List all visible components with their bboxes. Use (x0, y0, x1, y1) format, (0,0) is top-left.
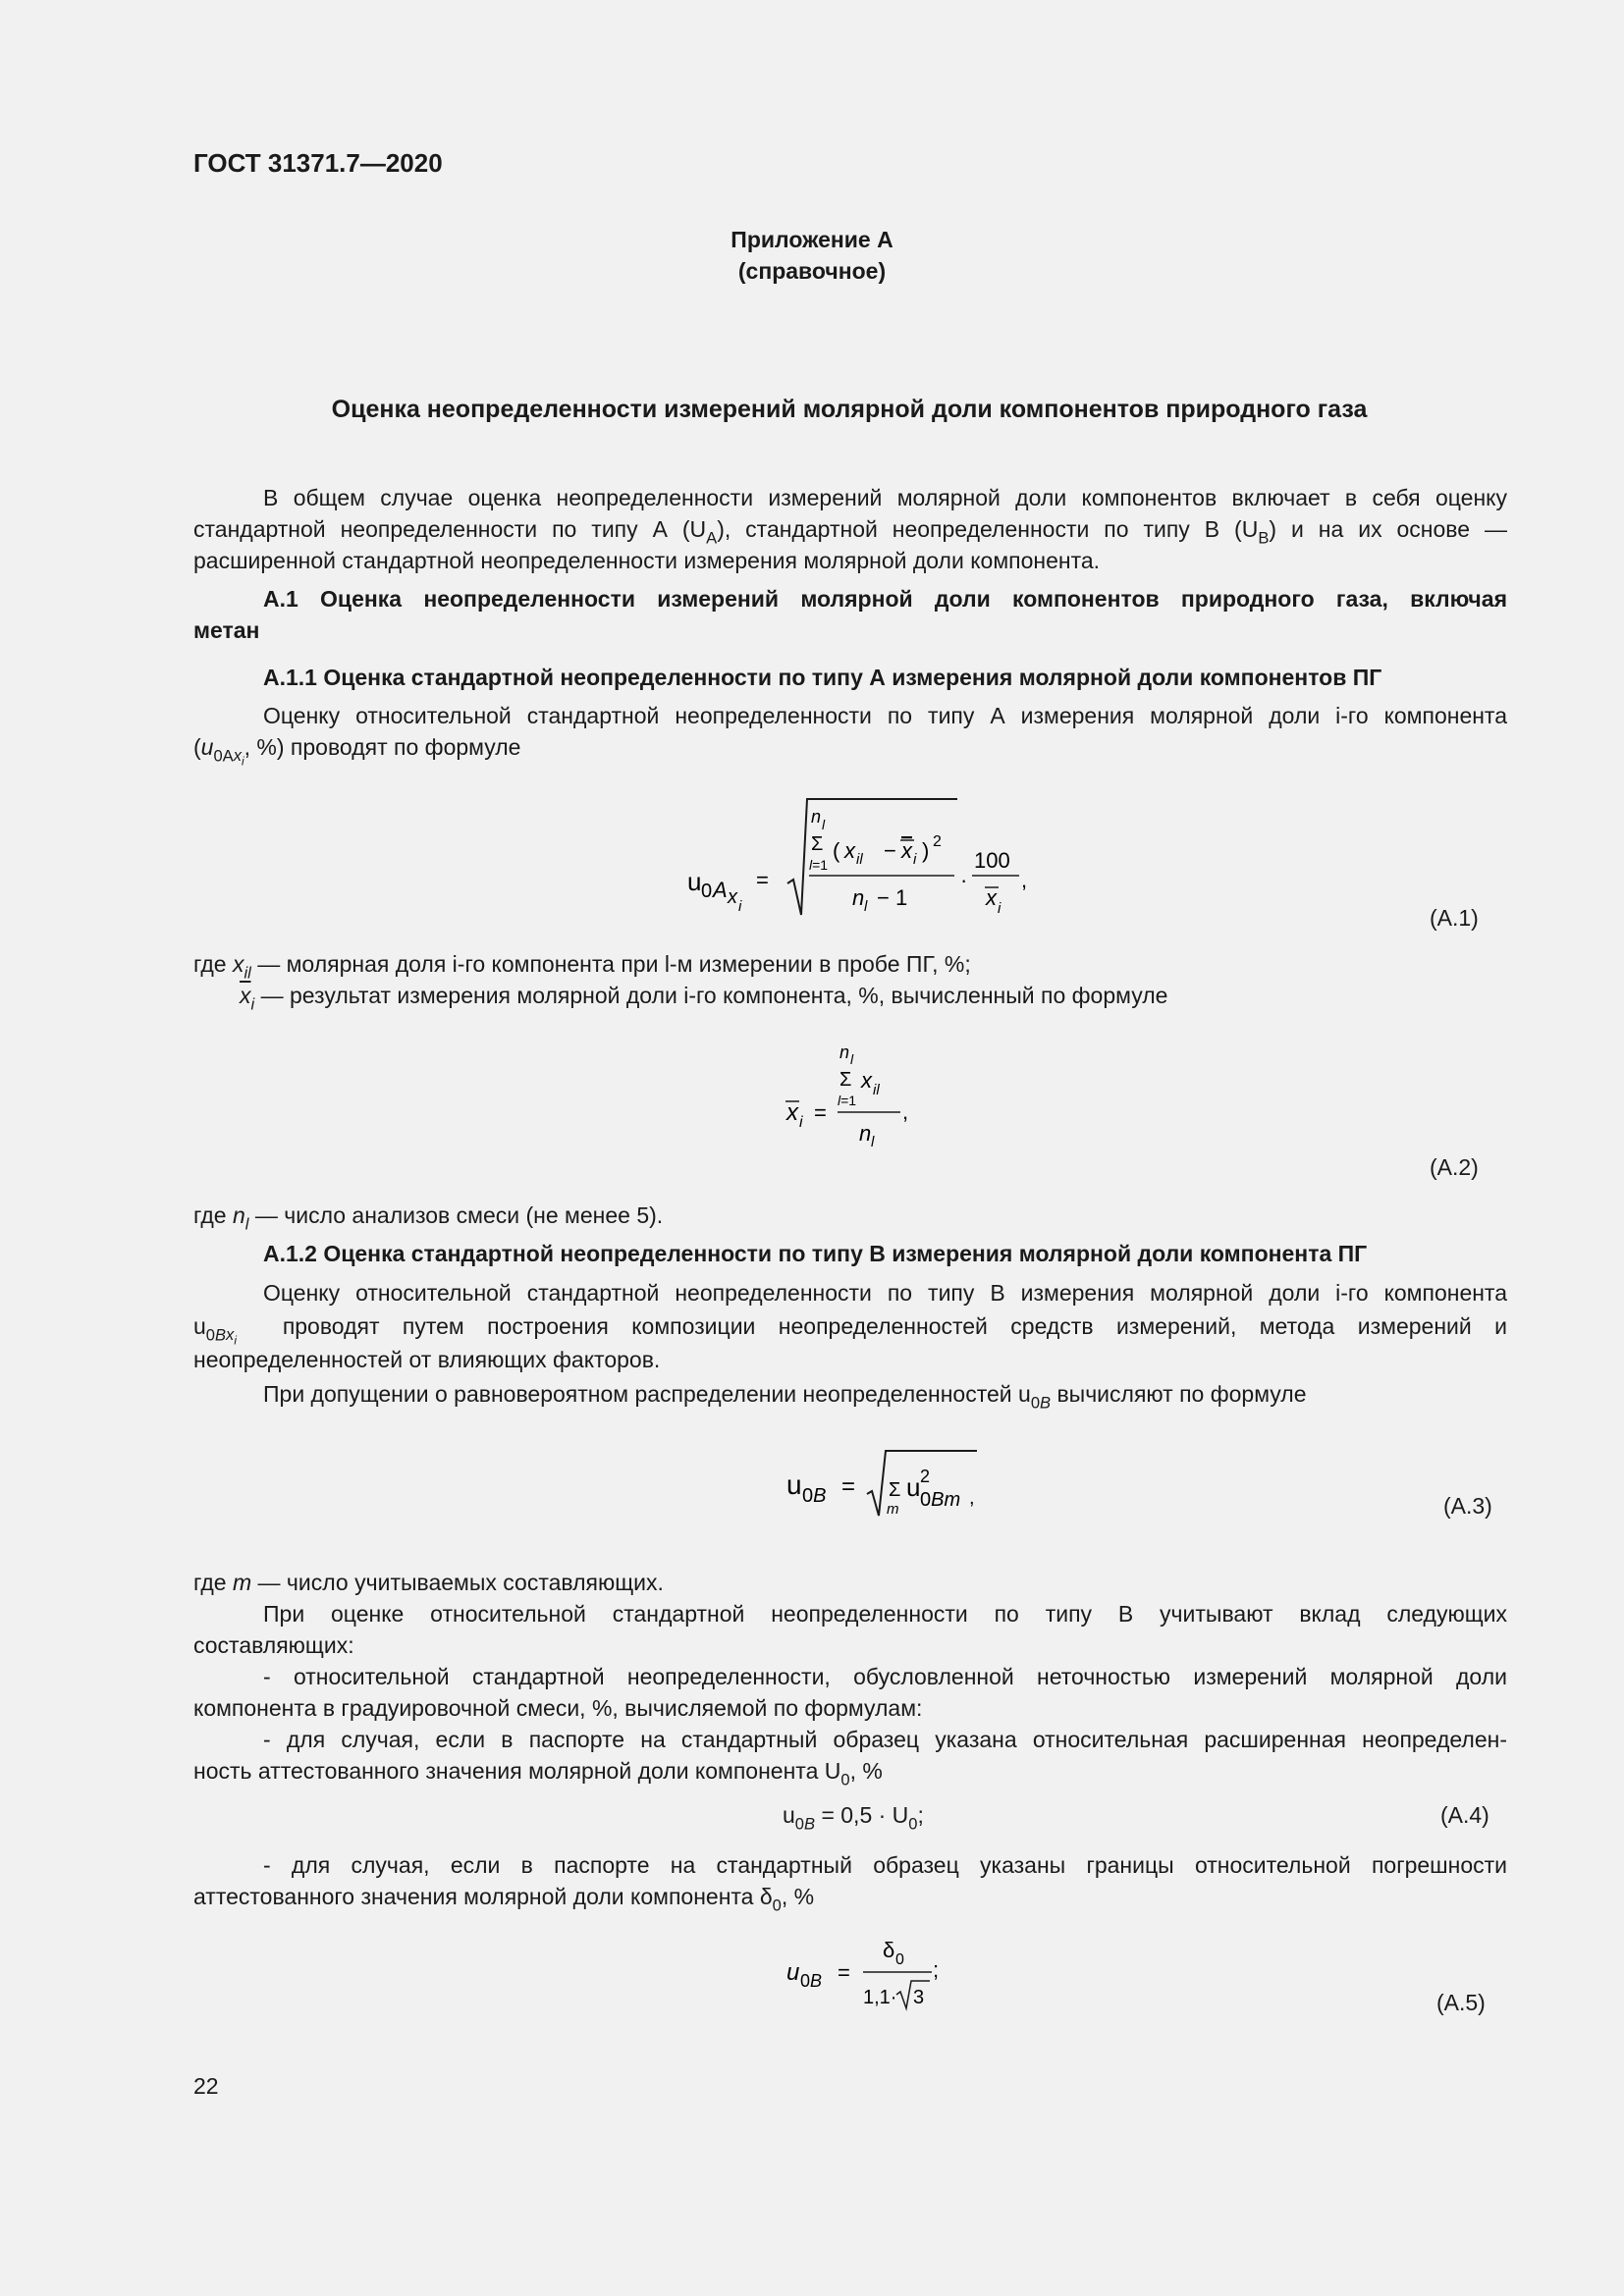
where-xi-bar: $\overline{x}_i$ — результат измерения молярной доли i-го компонента, %, вычисленный по формуле (240, 983, 1168, 1014)
paragraph-line: - относительной стандартной неопределенности, обусловленной неточностью измерений молярной доли (263, 1664, 1507, 1689)
svg-text:2: 2 (920, 1467, 931, 1486)
svg-text:l: l (822, 817, 826, 832)
svg-text:l: l (850, 1051, 854, 1067)
svg-text:x: x (986, 885, 997, 910)
formula-a1 (677, 785, 1051, 933)
svg-text:n: n (852, 885, 865, 910)
appendix-subtitle: (справочное) (737, 258, 887, 284)
svg-text:u: u (786, 1959, 800, 1986)
svg-text:x: x (861, 1068, 872, 1093)
paragraph-line: - для случая, если в паспорте на стандартный образец указаны границы относительной погрешности (263, 1852, 1507, 1878)
equation-number: (А.5) (1436, 1990, 1486, 2015)
svg-text:=: = (838, 1960, 850, 1985)
svg-text:0: 0 (895, 1951, 904, 1968)
formula-a2 (781, 1039, 947, 1156)
a11-paragraph-line: ($u_{0Ax_i}$, %) проводят по формуле (193, 734, 521, 769)
svg-text:− 1: − 1 (877, 885, 908, 910)
svg-text:l=1: l=1 (809, 857, 829, 873)
where-xil: где $x_{il}$ — молярная доля i-го компонента при l-м измерении в пробе ПГ, %; (193, 951, 971, 983)
equation-number: (А.4) (1440, 1802, 1489, 1828)
where-text: — молярная доля i-го компонента при l-м измерении в пробе ПГ, %; (250, 951, 971, 977)
svg-text:0B: 0B (802, 1485, 827, 1507)
intro-text: стандартной неопределенности по типу А (U (193, 516, 707, 542)
svg-text:(: ( (833, 838, 840, 863)
a11-paragraph-text: , %) проводят по формуле (244, 734, 521, 760)
where-text: — число анализов смеси (не менее 5). (248, 1202, 664, 1228)
equation-number: (А.1) (1430, 905, 1479, 931)
svg-text:A: A (713, 878, 728, 902)
svg-text:x: x (901, 838, 912, 863)
a1-heading-line: метан (193, 617, 260, 643)
svg-text:u: u (786, 1469, 802, 1500)
where-prefix: где (193, 1570, 227, 1595)
a1-heading-line: А.1 Оценка неопределенности измерений молярной доли компонентов природного газа, включая (263, 586, 1507, 612)
a12-paragraph-text: проводят путем построения композиции неопределенностей средств измерений, метода измерений и (282, 1313, 1507, 1339)
where-nl: где $n_l$ — число анализов смеси (не менее 5). (193, 1202, 664, 1234)
svg-text:;: ; (933, 1957, 940, 1982)
paragraph-line: составляющих: (193, 1632, 354, 1658)
formula-a4: $u_{0B} = 0,5 \cdot U_0$; (783, 1802, 924, 1834)
svg-text:i: i (998, 900, 1001, 917)
svg-text:,: , (969, 1487, 975, 1509)
formula-a4-expr: = 0,5 · U (821, 1802, 909, 1828)
where-text: — результат измерения молярной доли i-го компонента, %, вычисленный по формуле (254, 983, 1168, 1008)
formula-a5 (781, 1930, 957, 2018)
svg-text:n: n (839, 1042, 850, 1062)
svg-text:x: x (728, 886, 737, 908)
svg-text:): ) (922, 838, 930, 863)
svg-text:l=1: l=1 (838, 1093, 857, 1108)
a12-paragraph-text: При допущении о равновероятном распределении неопределенностей u (263, 1381, 1031, 1407)
appendix-title: Приложение А (731, 227, 893, 252)
svg-text:m: m (887, 1501, 899, 1518)
paragraph-text: аттестованного значения молярной доли компонента δ (193, 1884, 773, 1909)
svg-text:l: l (871, 1134, 875, 1150)
svg-text:,: , (902, 1099, 909, 1124)
svg-text:0Bm: 0Bm (920, 1489, 961, 1511)
equation-number: (А.2) (1430, 1154, 1479, 1180)
svg-text:δ: δ (883, 1938, 895, 1962)
intro-line (193, 513, 1508, 548)
svg-text:100: 100 (974, 848, 1010, 873)
svg-text:0B: 0B (800, 1971, 823, 1991)
a11-paragraph (193, 700, 1507, 769)
svg-text:=: = (841, 1473, 856, 1500)
svg-text:i: i (913, 851, 917, 868)
svg-text:x: x (844, 838, 855, 863)
a12-paragraph-2: При допущении о равновероятном распределении неопределенностей $u_{0B}$ вычисляют по формуле (263, 1381, 1307, 1413)
intro-text: ) и на их основе — (1269, 516, 1508, 542)
paragraph-line: аттестованного значения молярной доли компонента $\delta_0$, % (193, 1884, 815, 1915)
intro-text: ), стандартной неопределенности по типу В (U (717, 516, 1259, 542)
a12-paragraph-line: неопределенностей от влияющих факторов. (193, 1347, 661, 1372)
paragraph-text: , % (849, 1758, 883, 1784)
components-paragraph (193, 1598, 1507, 1787)
formula-a3 (781, 1443, 997, 1522)
svg-text:il: il (873, 1082, 880, 1098)
where-m: где m — число учитываемых составляющих. (193, 1570, 664, 1595)
where-prefix: где (193, 951, 227, 977)
svg-text:,: , (1021, 868, 1028, 892)
where-prefix: где (193, 1202, 227, 1228)
intro-line: В общем случае оценка неопределенности измерений молярной доли компонентов включает в себя оценку (263, 485, 1507, 510)
paragraph-text: , % (781, 1884, 815, 1909)
svg-text:i: i (738, 898, 742, 915)
paragraph-text: ность аттестованного значения молярной доли компонента U (193, 1758, 841, 1784)
a12-paragraph-text: вычисляют по формуле (1051, 1381, 1307, 1407)
section-title: Оценка неопределенности измерений молярной доли компонентов природного газа (331, 396, 1368, 423)
svg-text:u: u (906, 1472, 921, 1502)
a1-heading (193, 583, 1507, 646)
svg-text:l: l (864, 898, 868, 915)
svg-text:1,1·: 1,1· (863, 1987, 897, 2008)
delta-paragraph (193, 1849, 1507, 1915)
svg-text:Σ: Σ (839, 1069, 852, 1091)
paragraph-line: При оценке относительной стандартной неопределенности по типу В учитывают вклад следующих (263, 1601, 1507, 1627)
svg-text:·: · (960, 868, 968, 892)
svg-text:Σ: Σ (811, 833, 824, 855)
where-text: — число учитываемых составляющих. (251, 1570, 664, 1595)
paragraph-line: ность аттестованного значения молярной доли компонента $U_0$, % (193, 1758, 883, 1789)
svg-text:n: n (811, 807, 822, 827)
svg-text:u: u (687, 867, 702, 896)
svg-text:x: x (786, 1099, 798, 1126)
svg-text:3: 3 (913, 1987, 925, 2008)
a12-heading: А.1.2 Оценка стандартной неопределенности по типу В измерения молярной доли компонента ПГ (263, 1241, 1368, 1266)
paragraph-line: компонента в градуировочной смеси, %, вычисляемой по формулам: (193, 1695, 923, 1721)
equation-number: (А.3) (1443, 1493, 1492, 1519)
a12-paragraph-line: $u_{0Bx_i}$ проводят путем построения композиции неопределенностей средств измерений, метода измерений и (193, 1313, 1507, 1348)
svg-text:=: = (814, 1100, 827, 1125)
paragraph-line: - для случая, если в паспорте на стандартный образец указана относительная расширенная неопределен- (263, 1727, 1507, 1752)
svg-text:=: = (756, 868, 769, 892)
intro-sub: B (1258, 528, 1270, 548)
svg-text:i: i (799, 1114, 803, 1131)
a12-paragraph (193, 1277, 1507, 1375)
svg-text:0: 0 (701, 881, 713, 902)
svg-text:n: n (859, 1121, 872, 1146)
intro-paragraph (193, 482, 1507, 576)
svg-text:Σ: Σ (889, 1479, 901, 1501)
page-number: 22 (193, 2073, 219, 2099)
svg-text:il: il (856, 851, 863, 868)
a11-paragraph-line: Оценку относительной стандартной неопределенности по типу А измерения молярной доли i-го компонента (263, 703, 1507, 728)
document-code: ГОСТ 31371.7—2020 (193, 148, 443, 178)
intro-line: расширенной стандартной неопределенности измерения молярной доли компонента. (193, 548, 1101, 573)
intro-sub: A (706, 528, 718, 548)
svg-text:−: − (884, 838, 896, 863)
a11-heading: А.1.1 Оценка стандартной неопределенности по типу А измерения молярной доли компонентов ПГ (263, 665, 1382, 690)
a12-paragraph-line: Оценку относительной стандартной неопределенности по типу В измерения молярной доли i-го компонента (263, 1280, 1507, 1306)
svg-text:2: 2 (933, 833, 942, 850)
